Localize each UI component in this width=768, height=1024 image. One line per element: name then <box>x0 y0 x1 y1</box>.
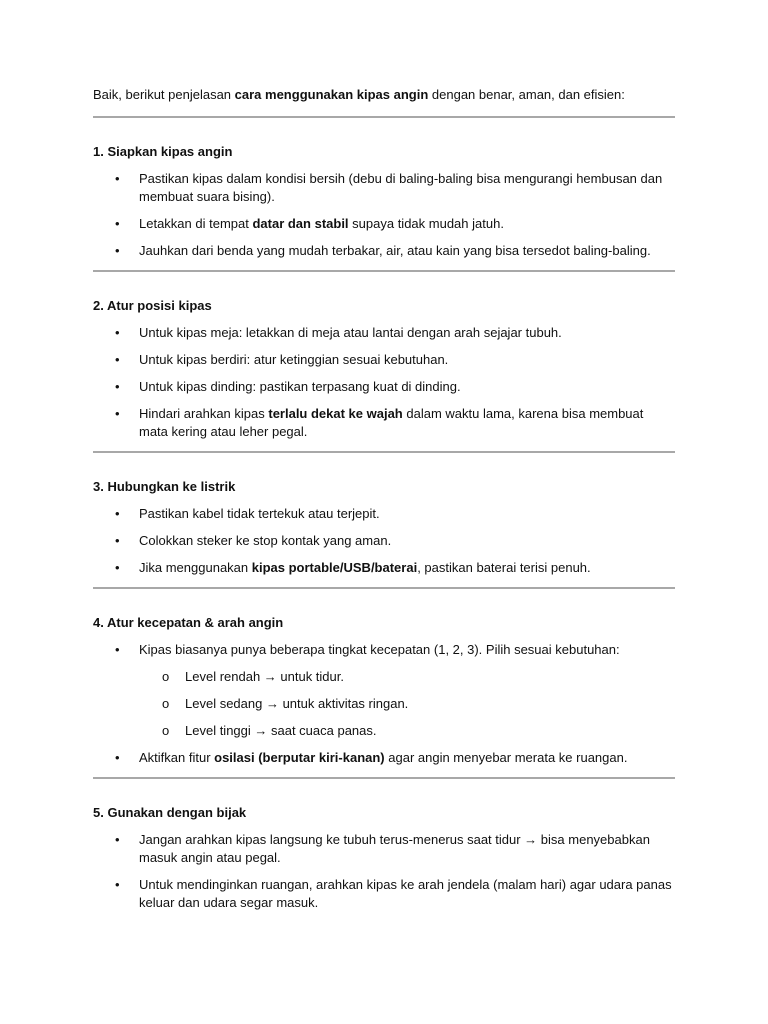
list-item: • Hindari arahkan kipas terlalu dekat ke wajah dalam waktu lama, karena bisa membuat mata kering atau leher pegal. <box>93 405 675 441</box>
section-title: 1. Siapkan kipas angin <box>93 144 233 159</box>
section-title: 5. Gunakan dengan bijak <box>93 805 247 820</box>
list-item: • Pastikan kabel tidak tertekuk atau terjepit. <box>93 505 675 523</box>
intro-text-end: dengan benar, aman, dan efisien: <box>428 87 625 102</box>
list-item: • Jangan arahkan kipas langsung ke tubuh terus-menerus saat tidur → bisa menyebabkan masuk angin atau pegal. <box>93 831 675 867</box>
list-item: • Untuk mendinginkan ruangan, arahkan kipas ke arah jendela (malam hari) agar udara panas keluar dan udara segar masuk. <box>93 876 675 912</box>
section-3 <box>93 478 675 577</box>
divider <box>93 451 675 453</box>
divider <box>93 116 675 118</box>
list-item: • Colokkan steker ke stop kontak yang aman. <box>93 532 675 550</box>
list-item: • Pastikan kipas dalam kondisi bersih (debu di baling-baling bisa mengurangi hembusan dan membuat suara bising). <box>93 170 675 206</box>
sub-list-item: o Level tinggi → saat cuaca panas. <box>93 722 675 740</box>
divider <box>93 777 675 779</box>
list-item: • Untuk kipas meja: letakkan di meja atau lantai dengan arah sejajar tubuh. <box>93 324 675 342</box>
sub-list-item: o Level rendah → untuk tidur. <box>93 668 675 686</box>
section-4 <box>93 614 675 767</box>
list-item: • Untuk kipas dinding: pastikan terpasang kuat di dinding. <box>93 378 675 396</box>
section-title: 4. Atur kecepatan & arah angin <box>93 615 284 630</box>
bullet-list <box>93 170 675 260</box>
bullet-list <box>93 641 675 767</box>
intro-bold-text: cara menggunakan kipas angin <box>234 87 429 102</box>
list-item: • Untuk kipas berdiri: atur ketinggian sesuai kebutuhan. <box>93 351 675 369</box>
bullet-list <box>93 831 675 912</box>
list-item: • Jika menggunakan kipas portable/USB/baterai, pastikan baterai terisi penuh. <box>93 559 675 577</box>
intro-text: Baik, berikut penjelasan <box>93 87 235 102</box>
intro-paragraph <box>93 86 675 106</box>
list-item: • Aktifkan fitur osilasi (berputar kiri-kanan) agar angin menyebar merata ke ruangan. <box>93 749 675 767</box>
section-title: 3. Hubungkan ke listrik <box>93 479 236 494</box>
sub-list <box>93 668 675 740</box>
list-item: • Letakkan di tempat datar dan stabil supaya tidak mudah jatuh. <box>93 215 675 233</box>
section-5 <box>93 804 675 912</box>
bullet-list <box>93 505 675 577</box>
divider <box>93 270 675 272</box>
sub-list-item: o Level sedang → untuk aktivitas ringan. <box>93 695 675 713</box>
section-title: 2. Atur posisi kipas <box>93 298 212 313</box>
document-page <box>93 86 675 912</box>
section-2 <box>93 297 675 441</box>
section-1 <box>93 143 675 260</box>
list-item: • Jauhkan dari benda yang mudah terbakar, air, atau kain yang bisa tersedot baling-baling. <box>93 242 675 260</box>
divider <box>93 587 675 589</box>
bullet-list <box>93 324 675 441</box>
list-item: • Kipas biasanya punya beberapa tingkat kecepatan (1, 2, 3). Pilih sesuai kebutuhan: o Level rendah → untuk tidur. o Level sedang → untuk aktivitas ringan. o Level tinggi → saat cuaca panas. <box>93 641 675 740</box>
